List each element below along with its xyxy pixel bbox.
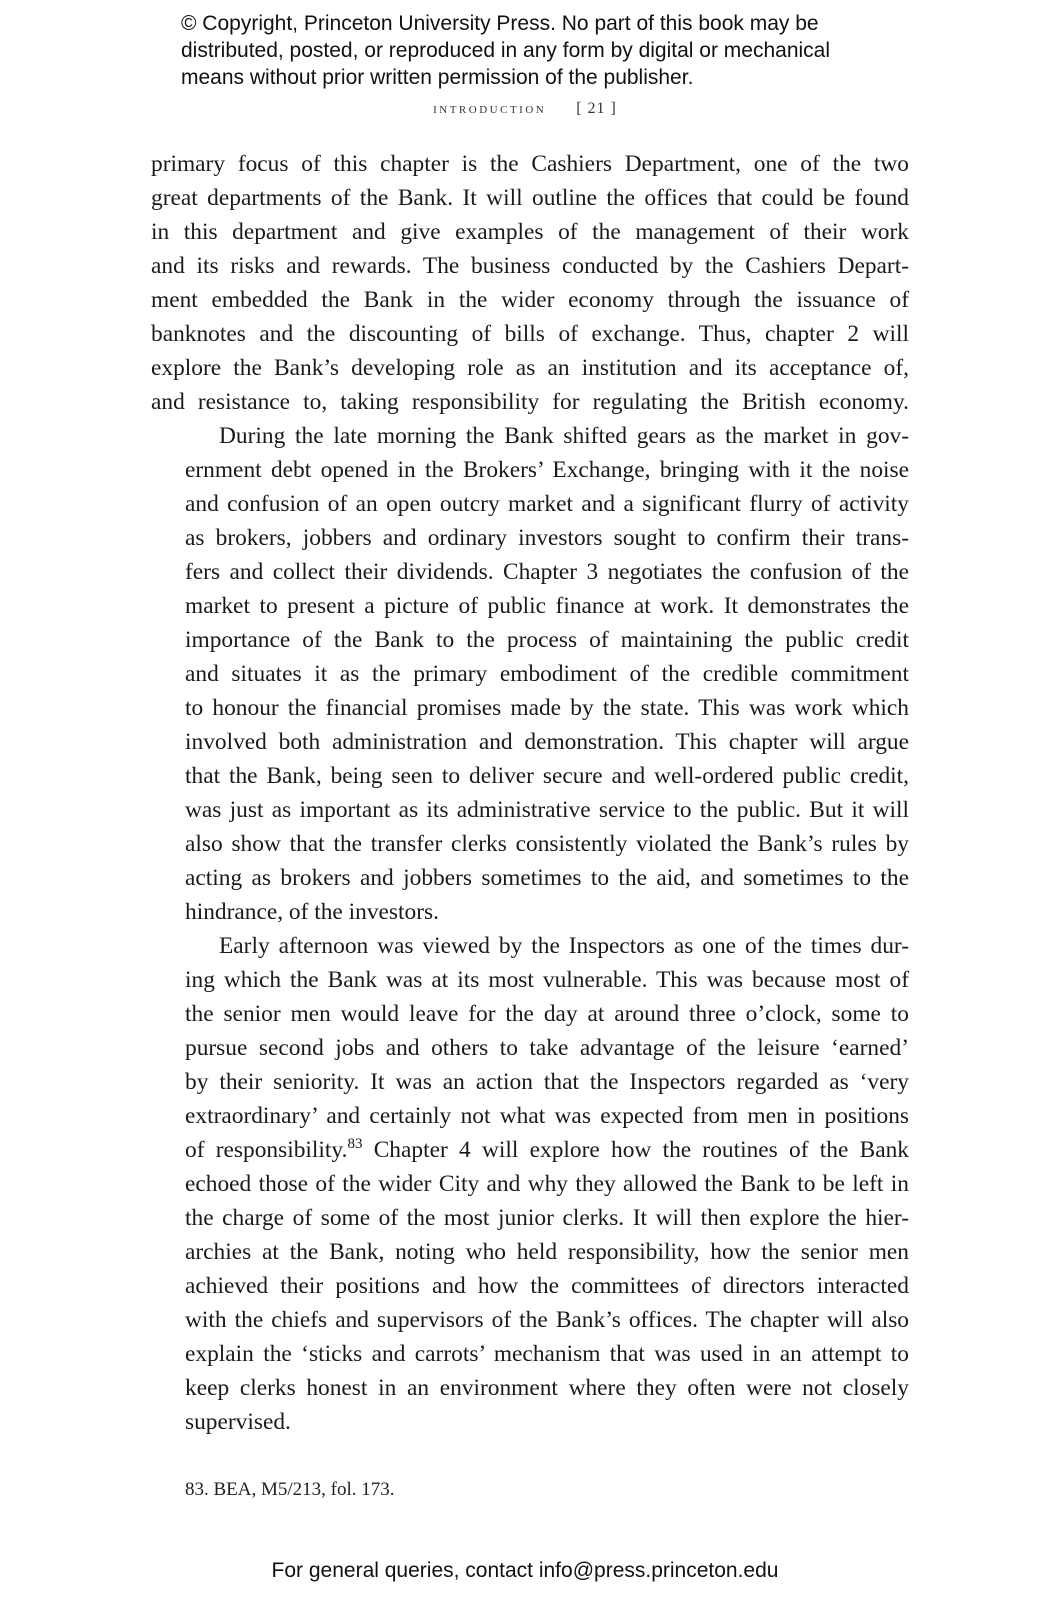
text-line: supervised. [185,1409,291,1435]
text-line: by their seniority. It was an action that the Inspectors regarded as ‘very [185,1069,909,1095]
text-line: market to present a picture of public finance at work. It demonstrates the [185,593,909,619]
text-line: ment embedded the Bank in the wider economy through the issuance of [151,287,909,313]
text-line: involved both administration and demonstration. This chapter will argue [185,729,909,755]
text-line: explain the ‘sticks and carrots’ mechanism that was used in an attempt to [185,1341,909,1367]
copyright-line: means without prior written permission of the publisher. [181,66,694,89]
text-line: with the chiefs and supervisors of the Bank’s offices. The chapter will also [185,1307,909,1333]
body-text [151,147,909,1439]
copyright-notice [181,10,941,91]
text-line: echoed those of the wider City and why they allowed the Bank to be left in [185,1171,909,1197]
text-line: to honour the financial promises made by the state. This was work which [185,695,909,721]
text-line: and confusion of an open outcry market and a significant flurry of activity [185,491,909,517]
copyright-line: distributed, posted, or reproduced in any form by digital or mechanical [181,39,831,62]
text-line: pursue second jobs and others to take advantage of the leisure ‘earned’ [185,1035,909,1061]
text-line: in this department and give examples of the management of their work [151,219,909,245]
text-line: importance of the Bank to the process of maintaining the public credit [185,627,909,653]
text-line: keep clerks honest in an environment where they often were not closely [185,1375,909,1401]
footnote-reference: 83 [347,1136,363,1152]
text-line: and situates it as the primary embodiment of the credible commitment [185,661,909,687]
text-line: and resistance to, taking responsibility for regulating the British economy. [151,389,909,415]
text-line: great departments of the Bank. It will outline the offices that could be found [151,185,909,211]
text-line: acting as brokers and jobbers sometimes to the aid, and sometimes to the [185,865,909,891]
text-line: the senior men would leave for the day at around three o’clock, some to [185,1001,909,1027]
text-line: archies at the Bank, noting who held responsibility, how the senior men [185,1239,909,1265]
text-line: as brokers, jobbers and ordinary investors sought to confirm their trans- [185,525,909,551]
text-line: also show that the transfer clerks consistently violated the Bank’s rules by [185,831,909,857]
text-line: and its risks and rewards. The business conducted by the Cashiers Depart- [151,253,909,279]
text-line: achieved their positions and how the committees of directors interacted [185,1273,909,1299]
text-fragment: Chapter 4 will explore how the routines of the Bank [362,1137,909,1163]
text-line: the charge of some of the most junior clerks. It will then explore the hier- [185,1205,909,1231]
paragraph-3 [151,929,909,1439]
text-line: Early afternoon was viewed by the Inspectors as one of the times dur- [219,933,909,959]
text-line: During the late morning the Bank shifted gears as the market in gov- [219,423,909,449]
footer-contact: For general queries, contact info@press.princeton.edu [271,1559,779,1582]
text-line: banknotes and the discounting of bills of exchange. Thus, chapter 2 will [151,321,909,347]
paragraph-1 [151,147,909,419]
text-line-with-footnote-ref [151,1133,909,1167]
paragraph-2 [151,419,909,929]
running-head [0,100,1050,118]
text-line: ernment debt opened in the Brokers’ Exchange, bringing with it the noise [185,457,909,483]
page-number: [ 21 ] [576,100,617,117]
text-line: fers and collect their dividends. Chapter 3 negotiates the confusion of the [185,559,909,585]
text-line: extraordinary’ and certainly not what was expected from men in positions [185,1103,909,1129]
text-line: explore the Bank’s developing role as an institution and its acceptance of, [151,355,909,381]
footnote: 83. BEA, M5/213, fol. 173. [185,1479,395,1500]
text-line: that the Bank, being seen to deliver secure and well-ordered public credit, [185,763,909,789]
text-fragment: of responsibility. [185,1137,348,1163]
text-line: primary focus of this chapter is the Cashiers Department, one of the two [151,151,909,177]
copyright-line: © Copyright, Princeton University Press. No part of this book may be [181,12,819,35]
text-line: was just as important as its administrative service to the public. But it will [185,797,909,823]
running-head-section: introduction [433,100,547,117]
text-line: hindrance, of the investors. [185,899,439,925]
text-line: ing which the Bank was at its most vulnerable. This was because most of [185,967,909,993]
